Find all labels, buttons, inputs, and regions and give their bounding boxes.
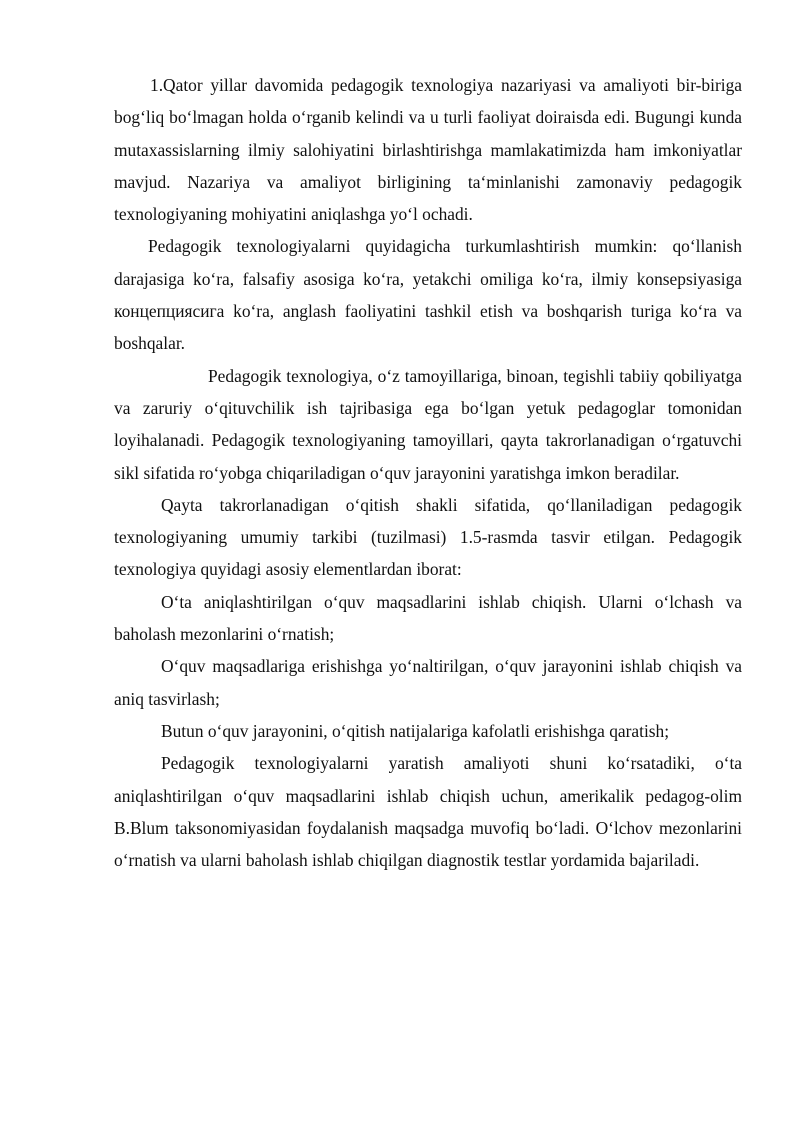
paragraph-intro: 1.Qator yillar davomida pedagogik texnologiya nazariyasi va amaliyoti bir-biriga bog‘liq bo‘lmagan holda o‘rganib kelindi va u turli faoliyat doiraisda edi. Bugungi kunda mutaxassislarning ilmiy salohiyatini birlashtirishga mamlakatimizda ham imkoniyatlar mavjud. Nazariya va amaliyot birligining ta‘minlanishi zamonaviy pedagogik texnologiyaning mohiyatini aniqlashga yo‘l ochadi. bbox=[114, 75, 742, 225]
paragraph-element-goals: O‘ta aniqlashtirilgan o‘quv maqsadlarini ishlab chiqish. Ularni o‘lchash va baholash mezonlarini o‘rnatish; bbox=[114, 591, 742, 645]
paragraph-element-results: Butun o‘quv jarayonini, o‘qitish natijalariga kafolatli erishishga qaratish; bbox=[161, 720, 670, 741]
paragraph-classification: Pedagogik texnologiyalarni quyidagicha turkumlashtirish mumkin: qo‘llanish darajasiga ko‘ra, falsafiy asosiga ko‘ra, yetakchi omiliga ko‘ra, ilmiy konsepsiyasiga концепциясига ko‘ra, anglash faoliyatini tashkil etish va boshqarish turiga ko‘ra va boshqalar. bbox=[114, 236, 742, 354]
paragraph-structure: Qayta takrorlanadigan o‘qitish shakli sifatida, qo‘llaniladigan pedagogik texnologiyaning umumiy tarkibi (tuzilmasi) 1.5-rasmda tasvir etilgan. Pedagogik texnologiya quyidagi asosiy elementlardan iborat: bbox=[114, 494, 742, 580]
document-page bbox=[114, 69, 742, 876]
paragraph-practice: Pedagogik texnologiyalarni yaratish amaliyoti shuni ko‘rsatadiki, o‘ta aniqlashtirilgan o‘quv maqsadlarini ishlab chiqish uchun, amerikalik pedagog-olim B.Blum taksonomiyasidan foydalanish maqsadga muvofiq bo‘ladi. O‘lchov mezonlarini o‘rnatish va ularni baholash ishlab chiqilgan diagnostik testlar yordamida bajariladi. bbox=[114, 753, 742, 871]
paragraph-element-process: O‘quv maqsadlariga erishishga yo‘naltirilgan, o‘quv jarayonini ishlab chiqish va aniq tasvirlash; bbox=[114, 656, 742, 709]
paragraph-principles: Pedagogik texnologiya, o‘z tamoyillariga, binoan, tegishli tabiiy qobiliyatga va zaruriy o‘qituvchilik ish tajribasiga ega bo‘lgan yetuk pedagoglar tomonidan loyihalanadi. Pedagogik texnologiyaning tamoyillari, qayta takrorlanadigan o‘rgatuvchi sikl sifatida ro‘yobga chiqariladigan o‘quv jarayonini yaratishga imkon beradilar. bbox=[114, 365, 742, 483]
